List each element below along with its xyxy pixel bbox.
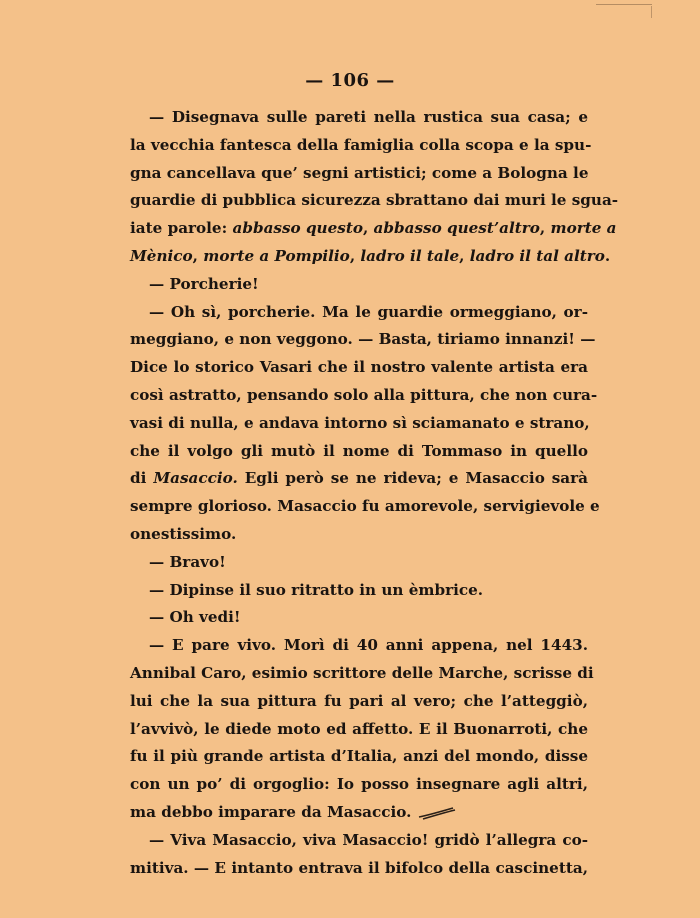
text-line: gna cancellava que’ segni artistici; come a Bologna le xyxy=(130,163,589,182)
text-line: onestissimo. xyxy=(130,524,237,543)
text-line: vasi di nulla, e andava intorno sì sciamanato e strano, xyxy=(130,413,590,432)
text-line: — Viva Masaccio, viva Masaccio! gridò l’allegra co- xyxy=(149,830,588,849)
pen-stroke-mark xyxy=(417,805,457,821)
text-line: così astratto, pensando solo alla pittura, che non cura- xyxy=(130,385,598,404)
text-run: . xyxy=(604,246,611,265)
text-line: la vecchia fantesca della famiglia colla scopa e la spu- xyxy=(130,135,592,154)
italic-run: abbasso questo xyxy=(232,219,363,238)
text-run: , xyxy=(362,219,374,238)
text-line: — Disegnava sulle pareti nella rustica sua casa; e xyxy=(149,108,588,126)
text-line: — E pare vivo. Morì di 40 anni appena, nel 1443. xyxy=(149,636,588,655)
text-line: meggiano, e non veggono. — Basta, tiriamo innanzi! — xyxy=(130,330,596,349)
text-run: , xyxy=(192,246,204,265)
text-line: con un po’ di orgoglio: Io posso insegnare agli altri, xyxy=(130,775,588,794)
text-run: , xyxy=(539,219,551,238)
italic-run: abbasso quest’altro xyxy=(373,219,540,238)
italic-run: morte a xyxy=(550,219,617,238)
italic-run: Masaccio. xyxy=(153,469,238,488)
text-line: — Oh vedi! xyxy=(149,608,241,627)
text-line xyxy=(130,465,588,493)
text-line xyxy=(130,243,611,271)
text-line: Dice lo storico Vasari che il nostro valente artista era xyxy=(130,358,588,377)
text-line: mitiva. — E intanto entrava il bifolco della cascinetta, xyxy=(130,858,588,877)
text-line: Annibal Caro, esimio scrittore delle Marche, scrisse di xyxy=(130,663,594,682)
text-run: ma debbo imparare da Masaccio. xyxy=(130,802,412,821)
text-run: Egli però se ne rideva; e Masaccio sarà xyxy=(237,469,588,488)
italic-run: ladro il tal altro xyxy=(469,246,605,265)
text-line: — Porcherie! xyxy=(149,274,259,293)
page-number: — 106 — xyxy=(305,70,395,91)
page-edge-tick xyxy=(651,6,652,18)
text-line: guardie di pubblica sicurezza sbrattano dai muri le sgua- xyxy=(130,191,619,210)
text-line: — Bravo! xyxy=(149,552,226,571)
text-line: che il volgo gli mutò il nome di Tommaso in quello xyxy=(130,441,588,460)
text-line xyxy=(130,215,617,243)
italic-run: ladro il tale xyxy=(360,246,460,265)
text-line: l’avvivò, le diede moto ed affetto. E il Buonarroti, che xyxy=(130,719,588,738)
text-line: sempre glorioso. Masaccio fu amorevole, servigievole e xyxy=(130,497,600,516)
italic-run: morte a Pompilio xyxy=(203,246,350,265)
text-run: iate parole: xyxy=(130,219,233,238)
text-run: , xyxy=(459,246,470,265)
page-edge-mark xyxy=(596,4,652,5)
body-text xyxy=(130,104,619,882)
italic-run: Mènico xyxy=(130,246,193,265)
text-line: — Dipinse il suo ritratto in un èmbrice. xyxy=(149,580,484,599)
text-line: lui che la sua pittura fu pari al vero; che l’atteggiò, xyxy=(130,691,588,710)
text-run: , xyxy=(349,246,361,265)
text-line: — Oh sì, porcherie. Ma le guardie ormeggiano, or- xyxy=(149,302,588,321)
text-line: fu il più grande artista d’Italia, anzi del mondo, disse xyxy=(130,747,588,766)
text-line xyxy=(130,799,588,827)
text-run: di xyxy=(130,469,154,488)
